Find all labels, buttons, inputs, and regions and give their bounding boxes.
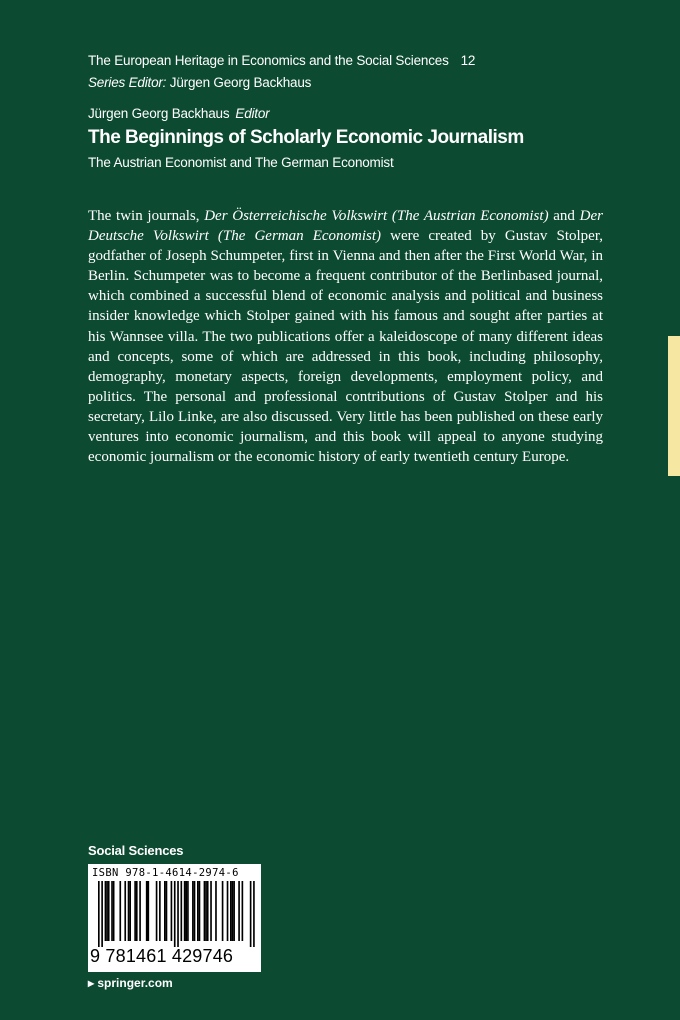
publisher-url-text: springer.com: [97, 976, 173, 990]
book-subtitle: The Austrian Economist and The German Economist: [88, 155, 394, 170]
barcode-bar: [166, 881, 168, 941]
barcode-bar: [215, 881, 217, 941]
barcode-bar: [207, 881, 209, 941]
publisher-url: ▸ springer.com: [88, 976, 173, 990]
barcode-bar: [136, 881, 138, 941]
barcode-bar: [204, 881, 206, 941]
barcode-bar: [205, 881, 207, 941]
barcode-bar: [108, 881, 110, 941]
barcode-bar: [156, 881, 158, 941]
subject-category: Social Sciences: [88, 843, 184, 858]
barcode-bar: [238, 881, 240, 941]
barcode-bar: [119, 881, 121, 941]
barcode-bar: [199, 881, 201, 941]
barcode-bar: [164, 881, 166, 941]
barcode-bar: [124, 881, 126, 941]
barcode-bar: [227, 881, 229, 941]
barcode-bar: [146, 881, 148, 941]
back-cover-blurb: [88, 206, 603, 467]
barcode-bar: [101, 881, 103, 947]
barcode-bar: [181, 881, 183, 941]
isbn-barcode: [88, 864, 261, 972]
blurb-journal1: Der Österreichische Volkswirt (The Austrian Economist): [204, 208, 549, 224]
barcode-bar: [129, 881, 131, 941]
series-title: The European Heritage in Economics and the Social Sciences: [88, 53, 449, 68]
series-editor-line: [88, 75, 311, 90]
series-number: 12: [460, 53, 476, 68]
book-editor-name: Jürgen Georg Backhaus: [88, 106, 230, 121]
book-editor-role: Editor: [235, 106, 270, 121]
book-editor-line: [88, 106, 269, 121]
barcode-bar: [184, 881, 186, 941]
barcode-bar: [105, 881, 107, 941]
book-title: The Beginnings of Scholarly Economic Journalism: [88, 127, 524, 148]
barcode-bar: [187, 881, 189, 941]
barcode-bar: [159, 881, 161, 941]
barcode-bar: [192, 881, 194, 941]
barcode-bar: [174, 881, 176, 947]
barcode-bar: [113, 881, 115, 941]
blurb-part3: were created by Gustav Stolper, godfather of Joseph Schumpeter, first in Vienna and then after the First World War, in Berlin. Schumpeter was to become a frequent contributor of the Berlinbased journal, which combined a successful blend of economic analysis and political and business insider knowledge which Stolper gained with his famous and sought after parties at his Wannsee villa. The two publications offer a kaleidoscope of many different ideas and concepts, some of which are addressed in this book, including philosophy, demography, monetary aspects, foreign developments, employment policy, and politics. The personal and professional contributions of Gustav Stolper and his secretary, Lilo Linke, are also discussed. Very little has been published on these early ventures into economic journalism, and this book will appeal to anyone studying economic journalism or the economic history of early twentieth century Europe.: [88, 228, 603, 466]
barcode-bar: [197, 881, 199, 941]
series-editor-label: Series Editor:: [88, 75, 167, 90]
blurb-part1: The twin journals,: [88, 208, 205, 224]
barcode-bar: [134, 881, 136, 941]
barcode-bar: [222, 881, 224, 941]
barcode-bar: [171, 881, 173, 941]
barcode-bar: [242, 881, 244, 941]
barcode-bar: [106, 881, 108, 941]
series-title-line: [88, 53, 608, 68]
series-editor-name: Jürgen Georg Backhaus: [169, 75, 312, 90]
barcode-bar: [194, 881, 196, 941]
barcode-bar: [210, 881, 212, 941]
barcode-bar: [111, 881, 113, 941]
barcode-bar: [232, 881, 234, 941]
spine-accent-tab: [668, 336, 680, 476]
barcode-bar: [177, 881, 179, 947]
barcode-bars: [88, 881, 261, 947]
barcode-bar: [230, 881, 232, 941]
barcode-bar: [148, 881, 150, 941]
blurb-journal2: Der Deutsche Volkswirt (The German Economist): [88, 208, 603, 245]
barcode-digits: 9 781461 429746: [90, 946, 234, 966]
barcode-bar: [253, 881, 255, 947]
barcode-bar: [128, 881, 130, 941]
barcode-bar: [98, 881, 100, 947]
blurb-part2: and: [548, 208, 580, 224]
barcode-bar: [233, 881, 235, 941]
isbn-label: ISBN 978-1-4614-2974-6: [92, 867, 239, 879]
barcode-bar: [250, 881, 252, 947]
barcode-bar: [185, 881, 187, 941]
barcode-bar: [139, 881, 141, 941]
